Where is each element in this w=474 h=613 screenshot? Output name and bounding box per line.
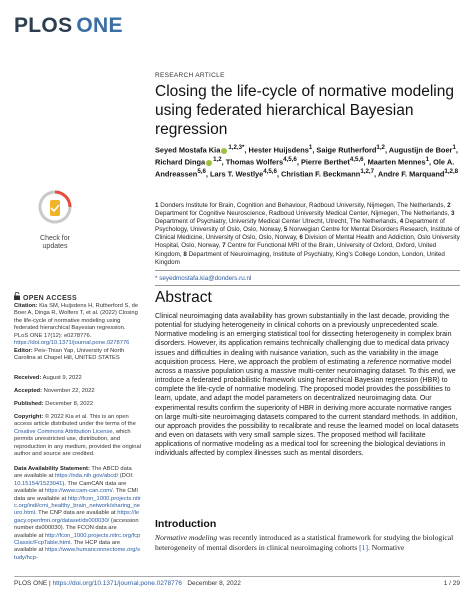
author-sup: 1 [308,144,313,151]
abcd-link[interactable]: https://nda.nih.gov/abcd/ [54,473,119,480]
open-access-text: OPEN ACCESS [23,295,77,302]
affiliation-text: Division of Mental Health and Addiction, Oslo University Hospital, Oslo, Norway, [155,234,460,250]
affiliation-text: Department for Cognitive Neuroscience, Radboud University Medical Center, Nijmegen, The Netherlands, [155,210,450,218]
badge-line-1: Check for [40,235,70,242]
affiliations [155,202,460,267]
data-text-2: (DOI: [118,473,134,480]
abstract-text-1: Clinical neuroimaging data availability has grown substantially in the last decade, providing the potential for studying heterogeneity in clinical cohorts on a previously unprecedented scale. Normative modeling is an emerging statistical tool for dissecting heterogeneity in complex brain disorders. However, its application remains technically challenging due to medical data privacy issues and difficulties in dealing with nuisance variation, such as the variability in the image acquisition process. Here, we approach the problem of estimating a [155,313,452,366]
author-name[interactable]: , Lars T. Westlye [205,169,264,179]
reference-link[interactable]: [1] [359,543,368,552]
corresponding-email[interactable]: * seyedmostafa.kia@donders.ru.nl [155,275,252,282]
editor-text: Peiv-Thian Yap, University of North Carolina at Chapel Hill, UNITED STATES [14,348,125,362]
footer-doi-link[interactable]: https://doi.org/10.1371/journal.pone.0278776 [52,580,182,587]
cmi-link[interactable]: http://fcon_1000.projects.nitrc.org/indi/cmi_healthy_brain_network/sharing_neuro.html [14,495,141,517]
footer-divider [14,576,460,577]
author-sup: 4,5,6 [283,156,297,164]
camcan-link[interactable]: https://www.cam-can.com/ [44,488,113,495]
received-label: Received: [14,375,42,381]
journal-logo [14,14,123,38]
affiliation-num: 3 [450,210,455,218]
received-block [14,375,141,382]
author-name[interactable]: , Ole [429,157,446,167]
author-separator: , [455,145,458,155]
citation-label: Citation: [14,303,38,309]
data-text-4: . The CMI data are available at [14,488,138,502]
introduction-heading: Introduction [155,518,217,530]
open-lock-icon [14,292,20,302]
author-sup: 1,2 [376,144,385,151]
journal-name-plos: PLOS [14,14,73,37]
author-sup: 1,2,8 [444,168,459,176]
page-footer: PLOS ONE | https://doi.org/10.1371/journal.pone.0278776 December 8, 2022 1 / 29 [14,580,460,587]
copyright-label: Copyright: [14,414,44,420]
author-name[interactable]: A. Andreassen [155,157,455,179]
author-sup: 4,5,6 [263,168,277,176]
author-sup: 4,5,6 [349,156,364,164]
data-text-7: . The HCP data are available at [14,540,121,554]
data-availability-block [14,466,141,562]
citation-doi-link[interactable]: https://doi.org/10.1371/journal.pone.0278776 [14,340,130,347]
author-name[interactable]: , Christian F. Beckmann [276,169,361,179]
data-text-6: (accession number ds000030). The FCON data are available at [14,517,139,539]
separator-line [155,285,460,286]
affiliation-text: Department of Psychiatry, University Medical Center Utrecht, Utrecht, The Netherlands, [155,218,398,226]
affiliation-num: 5 [283,226,288,234]
abstract-heading: Abstract [155,289,212,306]
published-block [14,401,141,408]
page-number: 1 / 29 [443,580,460,587]
journal-name-one: ONE [76,14,123,37]
abstract-emphasis: reference [367,358,398,366]
editor-block [14,348,141,363]
abstract-body [155,312,460,459]
author-list [155,143,460,179]
affiliation-text: Donders Institute for Brain, Cognition and Behaviour, Radboud University, Nijmegen, The Netherlands, [160,202,446,209]
badge-label [30,235,80,251]
affiliation-text: Department of Neuroimaging, Institute of Psychiatry, King's College London, London, United Kingdom [155,250,445,266]
data-text-5: . The CNP data are available at [34,510,118,517]
article-title: Closing the life-cycle of normative modeling using federated hierarchical Bayesian regression [155,83,454,138]
received-date: August 9, 2022 [41,375,82,381]
author-sup: 1 [425,156,430,164]
abstract-text-2: normative model across a massive population using a massive multi-center neuroimaging dataset. To this end, we introduce a federated probabilistic framework using hierarchical Bayesian regression (HBR) to complete the life-cycle of normative modeling. The proposed model provides the possibilities to learn, update, and adapt the model parameters on decentralized neuroimaging data. Our experimental results confirm the superiority of HBR in deriving more accurate normative ranges on large multi-site neuroimaging datasets compared to the current standard methods. In addition, our approach provides the possibility to recalibrate and reuse the learned model on local datasets and even on datasets with very small sample sizes. The proposed method will facilitate applications of normative modeling as a medical tool for screening the biological deviations in individuals affected by complex illnesses such as mental disorders. [155,358,459,458]
author-name[interactable]: , Andre F. Marquand [374,169,445,179]
author-sup: 1,2,7 [360,168,375,176]
affiliation-text: Department of Psychology, University of Oslo, Oslo, Norway, [155,218,445,234]
open-access-label [14,292,77,302]
data-text-3: ). The CamCAN data are available at [14,480,127,495]
accepted-block [14,388,141,395]
cnp-link[interactable]: https://legacy.openfmri.org/dataset/ds000030/ [14,510,140,524]
author-name[interactable]: , Augustijn de Boer [384,145,453,155]
intro-text: was recently introduced as a statistical framework for studying the biological heterogeneity of mental disorders in clinical neuroimaging cohorts [155,533,454,552]
author-name[interactable]: Seyed Mostafa Kia [155,145,221,155]
author-sup: 1 [452,144,456,151]
editor-label: Editor: [14,348,33,354]
affiliation-text: Centre for Functional MRI of the Brain, University of Oxford, Oxford, United Kingdom, [155,242,437,258]
footer-date: December 8, 2022 [187,580,241,587]
author-name[interactable]: , Hester Huijsdens [244,145,309,155]
hcp-link[interactable]: https://www.humanconnectome.org/study/hcp- [14,547,141,561]
orcid-icon[interactable] [206,160,212,166]
author-sup: 5,6 [197,168,206,176]
affiliation-num: 4 [399,218,404,226]
badge-line-2: updates [42,243,68,250]
data-text-1: The ABCD data are available at [14,466,132,480]
author-name[interactable]: , Saige Rutherford [312,145,377,155]
author-sup: 1,2 [213,156,222,164]
intro-emphasis: Normative modeling [155,533,218,542]
accepted-date: November 22, 2022 [42,388,95,394]
accepted-label: Accepted: [14,388,43,394]
author-name[interactable]: Richard Dinga [155,157,206,167]
abcd-doi-link[interactable]: 10.15154/1523041 [14,480,63,487]
author-name[interactable]: , Thomas Wolfers [221,157,284,167]
fcon-link[interactable]: http://fcon_1000.projects.nitrc.org/fcpClassic/FcpTable.html [14,532,141,547]
orcid-icon[interactable] [221,148,227,154]
affiliation-num: 7 [222,242,226,250]
affiliation-num: 2 [447,202,451,209]
affiliation-num: 6 [299,234,303,242]
affiliation-text: Norwegian Centre for Mental Disorders Research, Institute of Clinical Medicine, University of Oslo, Oslo, Norway, [155,226,460,242]
introduction-body [155,533,460,553]
published-label: Published: [14,401,44,407]
cc-license-link[interactable]: Creative Commons Attribution License [14,428,113,435]
check-for-updates-badge[interactable] [30,190,80,250]
intro-end: . Normative [368,543,405,552]
author-name[interactable]: , Maarten Mennes [363,157,426,167]
data-availability-label: Data Availability Statement: [14,466,90,472]
citation-block [14,303,141,347]
published-date: December 8, 2022 [43,401,93,407]
copyright-text: © 2022 Kia et al. This is an open access article distributed under the terms of the [14,414,136,428]
author-name[interactable]: , Pierre Berthet [296,157,350,167]
check-for-updates-icon [38,190,72,228]
author-sup: 1,2,3* [228,144,245,151]
copyright-text-2: , which permits unrestricted use, distribution, and reproduction in any medium, provided the original author and source are credited. [14,428,141,458]
affiliation-num: 1 [155,202,159,209]
article-type: RESEARCH ARTICLE [155,72,225,79]
affiliation-num: 8 [183,250,187,258]
separator-line [155,270,460,271]
citation-text: Kia SM, Huijsdens H, Rutherford S, de Boer A, Dinga R, Wolfers T, et al. (2022) Closing the life-cycle of normative modeling using federated hierarchical Bayesian regression. PLoS ONE 17(12): e0278776. [14,303,139,339]
copyright-block [14,414,141,458]
footer-journal: PLOS ONE [14,580,48,587]
